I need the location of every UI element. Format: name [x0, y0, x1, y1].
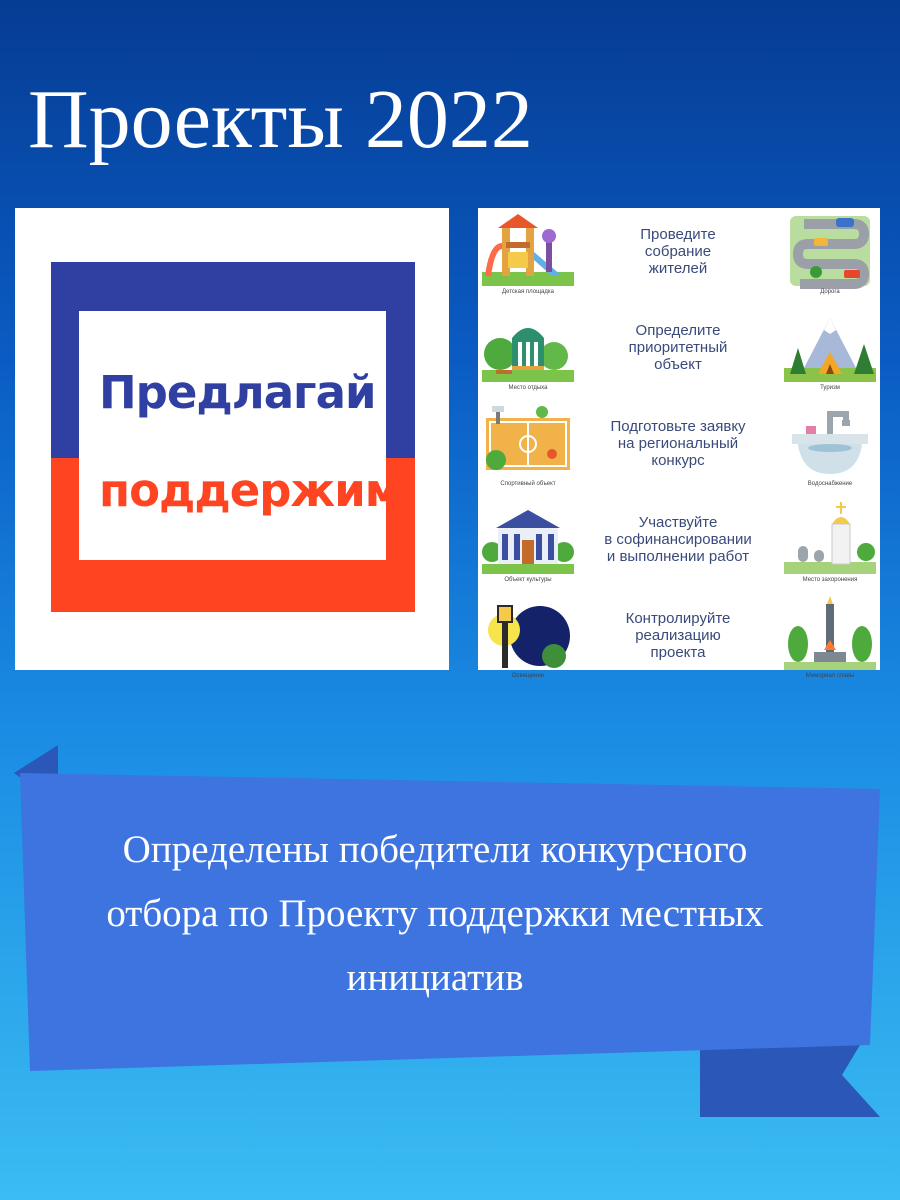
icon-caption: Водоснабжение: [807, 481, 853, 487]
cemetery-icon: [784, 500, 876, 578]
step-text: Проведите собрание жителей: [640, 226, 716, 277]
step-row: [478, 308, 880, 400]
step-text: Контролируйте реализацию проекта: [625, 610, 731, 661]
logo-slogan-line1: Предлагай –: [99, 366, 412, 419]
step-row: [478, 500, 880, 592]
step-text: Подготовьте заявку на региональный конкурс: [610, 418, 746, 469]
step-text: Определите приоритетный объект: [628, 322, 728, 373]
playground-icon: [482, 212, 574, 290]
step-row: [478, 404, 880, 496]
icon-caption: Место захоронения: [802, 577, 858, 583]
icon-caption: Мемориал славы: [805, 673, 855, 679]
logo-card: [15, 208, 449, 670]
memorial-icon: [784, 596, 876, 674]
step-text: Участвуйте в софинансировании и выполнении работ: [604, 514, 752, 565]
icon-caption: Спортивный объект: [500, 481, 556, 487]
icon-caption: Освещение: [511, 673, 545, 679]
icon-caption: Место отдыха: [508, 385, 548, 391]
step-row: [478, 212, 880, 304]
banner-text: Определены победители конкурсного отбора по Проекту поддержки местных инициатив: [106, 828, 764, 999]
steps-card: [478, 208, 880, 679]
tourism-icon: [784, 308, 876, 386]
logo-slogan-line2: поддержим!: [99, 464, 421, 517]
icon-caption: Дорога: [820, 289, 840, 295]
sports-ground-icon: [482, 404, 574, 482]
icon-caption: Детская площадка: [502, 289, 554, 295]
water-supply-icon: [784, 404, 876, 482]
icon-caption: Туризм: [820, 385, 840, 391]
street-lamp-icon: [482, 596, 574, 674]
page-title: Проекты 2022: [28, 73, 533, 166]
road-icon: [784, 212, 876, 290]
icon-caption: Объект культуры: [504, 577, 552, 583]
culture-building-icon: [482, 500, 574, 578]
step-row: [478, 596, 880, 688]
park-icon: [482, 308, 574, 386]
